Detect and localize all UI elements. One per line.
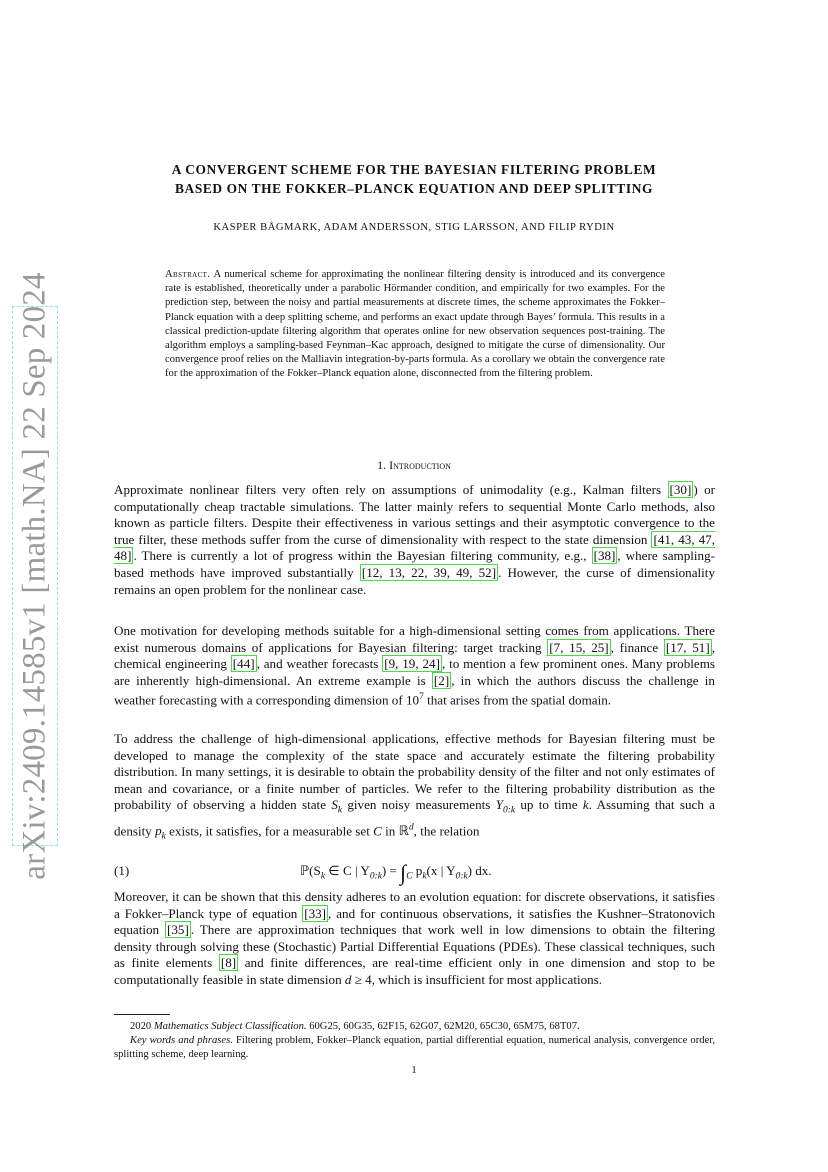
footnote-keywords	[114, 1034, 715, 1061]
paragraph-text: , and for continuous observations, it satisfies the Kushner–Stratonovich equation	[114, 905, 715, 938]
citation-link[interactable]: [9, 19, 24]	[384, 656, 440, 672]
paragraph-text: , in which the authors discuss the challenge in weather forecasting with a corresponding dimension of 10	[114, 672, 715, 708]
citation-link[interactable]: [38]	[593, 548, 616, 564]
paragraph-text: given noisy measurements	[342, 797, 496, 813]
msc-label: Mathematics Subject Classification.	[153, 1021, 307, 1032]
citation-link[interactable]: [44]	[232, 656, 255, 672]
msc-codes: 60G25, 60G35, 62F15, 62G07, 62M20, 65C30, 65M75, 68T07.	[306, 1021, 580, 1032]
citation-link[interactable]: [30]	[669, 482, 692, 497]
citation-link[interactable]: [12, 13, 22, 39, 49, 52]	[361, 564, 497, 580]
citation-link[interactable]: [41, 43, 47, 48]	[114, 531, 715, 564]
paragraph-text: ) or computationally cheap tractable simulations. The latter mainly refers to sequential Monte Carlo methods, also known as particle filters. Despite their effectiveness in various settings and their asymptotic convergence to the true filter, these methods suffer from the curse of dimensionality with respect to the state dimension	[114, 482, 716, 547]
paragraph-text: . Assuming that such a density	[114, 797, 715, 838]
author-list: KASPER BÅGMARK, ADAM ANDERSSON, STIG LARSSON, AND FILIP RYDIN	[213, 222, 615, 233]
paragraph-text: that arises from the spatial domain.	[423, 692, 612, 708]
arxiv-stamp-text[interactable]: arXiv:2409.14585v1 [math.NA] 22 Sep 2024	[16, 272, 53, 880]
paragraph-text: . There is currently a lot of progress within the Bayesian filtering community, e.g.,	[133, 548, 592, 564]
paragraph-2	[114, 623, 715, 709]
abstract-heading: Abstract.	[165, 269, 211, 280]
math-inline: d	[344, 971, 352, 987]
citation-link[interactable]: [33]	[304, 905, 327, 921]
paragraph-text: , where sampling-based methods have improved substantially	[114, 548, 715, 580]
integral-sign: ∫	[400, 860, 407, 885]
equation-number: (1)	[114, 863, 130, 878]
paragraph-1	[114, 482, 715, 598]
abstract-text: A numerical scheme for approximating the nonlinear filtering density is introduced and its convergence rate is established, theoretically under a parabolic Hörmander condition, and empirically for two examples. For the prediction step, between the noisy and partial measurements at discrete times, the scheme approximates the Fokker–Planck equation with a deep splitting scheme, and performs an exact update through Bayes’ formula. This results in a classical prediction-update filtering algorithm that operates online for new observation sequences post-training. The algorithm employs a sampling-based Feynman–Kac approach, designed to mitigate the curse of dimensionality. Our convergence proof relies on the Malliavin integration-by-parts formula. As a corollary we obtain the convergence rate for the approximation of the Fokker–Planck equation alone, disconnected from the filtering problem.	[165, 269, 665, 380]
section-number: 1.	[377, 458, 387, 472]
paragraph-text: . There are approximation techniques that work well in low dimensions to obtain the filtering density through solving these (Stochastic) Partial Differential Equations (PDEs). These classical techniques, such as finite elements	[114, 922, 715, 971]
arxiv-stamp[interactable]	[12, 272, 58, 880]
paragraph-text: in	[381, 822, 399, 838]
math-inline: k	[582, 797, 589, 813]
paragraph-text: , chemical engineering	[114, 639, 715, 672]
paragraph-text: To address the challenge of high-dimensional applications, effective methods for Bayesian filtering must be developed to manage the complexity of the state space and accurately estimate the filtering probability distribution. In many settings, it is desirable to obtain the probability density of the filter and not only estimates of mean and covariance, or a finite number of particles. We refer to the filtering probability distribution as the probability of observing a hidden state	[114, 731, 715, 813]
citation-link[interactable]: [7, 15, 25]	[549, 639, 609, 655]
paragraph-text: , the relation	[413, 822, 480, 838]
abstract	[165, 268, 665, 382]
paragraph-text: and finite differences, are real-time efficient only in one dimension and stop to be computationally feasible in state dimension	[114, 955, 715, 987]
msc-year: 2020	[130, 1021, 154, 1032]
paragraph-text: exists, it satisfies, for a measurable set	[165, 822, 374, 838]
page-number: 1	[411, 1065, 417, 1076]
keywords-label: Key words and phrases.	[130, 1035, 233, 1046]
paragraph-4: Moreover, it can be shown that this density adheres to an evolution equation: for discrete observations, it satisfies a Fokker–Planck type of equation [33] , and for continuous observations, it satisfies the Kushner–Stratonovich equation [35] . There are approximation techniques that work well in low dimensions to obtain the filtering density through solving these (Stochastic) Partial Differential Equations (PDEs). These classical techniques, such as finite elements [8] and finite differences, are real-time efficient only in one dimension and stop to be computationally feasible in state dimension d ≥ 4, which is insufficient for most applications.	[114, 889, 715, 987]
math-inline: ℝ$^d$	[398, 822, 414, 838]
section-title: Introduction	[389, 458, 451, 472]
equation-1	[114, 860, 715, 886]
citation-link[interactable]: [17, 51]	[665, 639, 710, 655]
paragraph-text: Moreover, it can be shown that this density adheres to an evolution equation: for discrete observations, it satisfies a Fokker–Planck type of equation	[114, 889, 715, 921]
citation-link[interactable]: [8]	[220, 955, 237, 971]
paragraph-text: , to mention a few prominent ones. Many problems are inherently high-dimensional. An extreme example is	[114, 656, 715, 688]
paper-title	[0, 160, 828, 198]
title-line-1: A CONVERGENT SCHEME FOR THE BAYESIAN FILTERING PROBLEM	[171, 162, 657, 177]
paragraph-text: . However, the curse of dimensionality remains an open problem for the nonlinear case.	[114, 564, 715, 597]
footnote-rule	[114, 1014, 170, 1015]
paragraph-text: , finance	[610, 639, 664, 655]
paragraph-3	[114, 731, 715, 845]
equation-body: $ℙ(S_k$ ∈ C | $Y_{0:k}) = \int_C$ $p_k(x$ | $Y_{0:k}$) dx.	[300, 860, 492, 885]
footnote-msc	[114, 1020, 715, 1034]
math-inline: $Y_{0:k}$	[495, 797, 516, 816]
title-line-2: BASED ON THE FOKKER–PLANCK EQUATION AND DEEP SPLITTING	[175, 181, 653, 196]
citation-link[interactable]: [35]	[167, 922, 189, 938]
paragraph-text: One motivation for developing methods suitable for a high-dimensional setting comes from applications. There exist numerous domains of applications for Bayesian filtering: target tracking	[114, 623, 715, 655]
paragraph-text: up to time	[515, 797, 583, 813]
exponent: 7	[419, 692, 424, 703]
math-inline: C	[373, 822, 382, 838]
paragraph-text: Approximate nonlinear filters very often rely on assumptions of unimodality (e.g., Kalman filters	[114, 482, 668, 497]
section-heading	[0, 458, 828, 473]
citation-link[interactable]: [2]	[433, 672, 450, 688]
keywords-text: Filtering problem, Fokker–Planck equation, partial differential equation, numerical analysis, convergence order, splitting scheme, deep learning.	[114, 1035, 715, 1060]
paragraph-text: , which is insufficient for most applications.	[371, 971, 603, 987]
paragraph-text: , and weather forecasts	[256, 656, 383, 672]
math-inline: $S_k$	[331, 797, 343, 816]
math-inline: $p_k$	[155, 822, 166, 842]
